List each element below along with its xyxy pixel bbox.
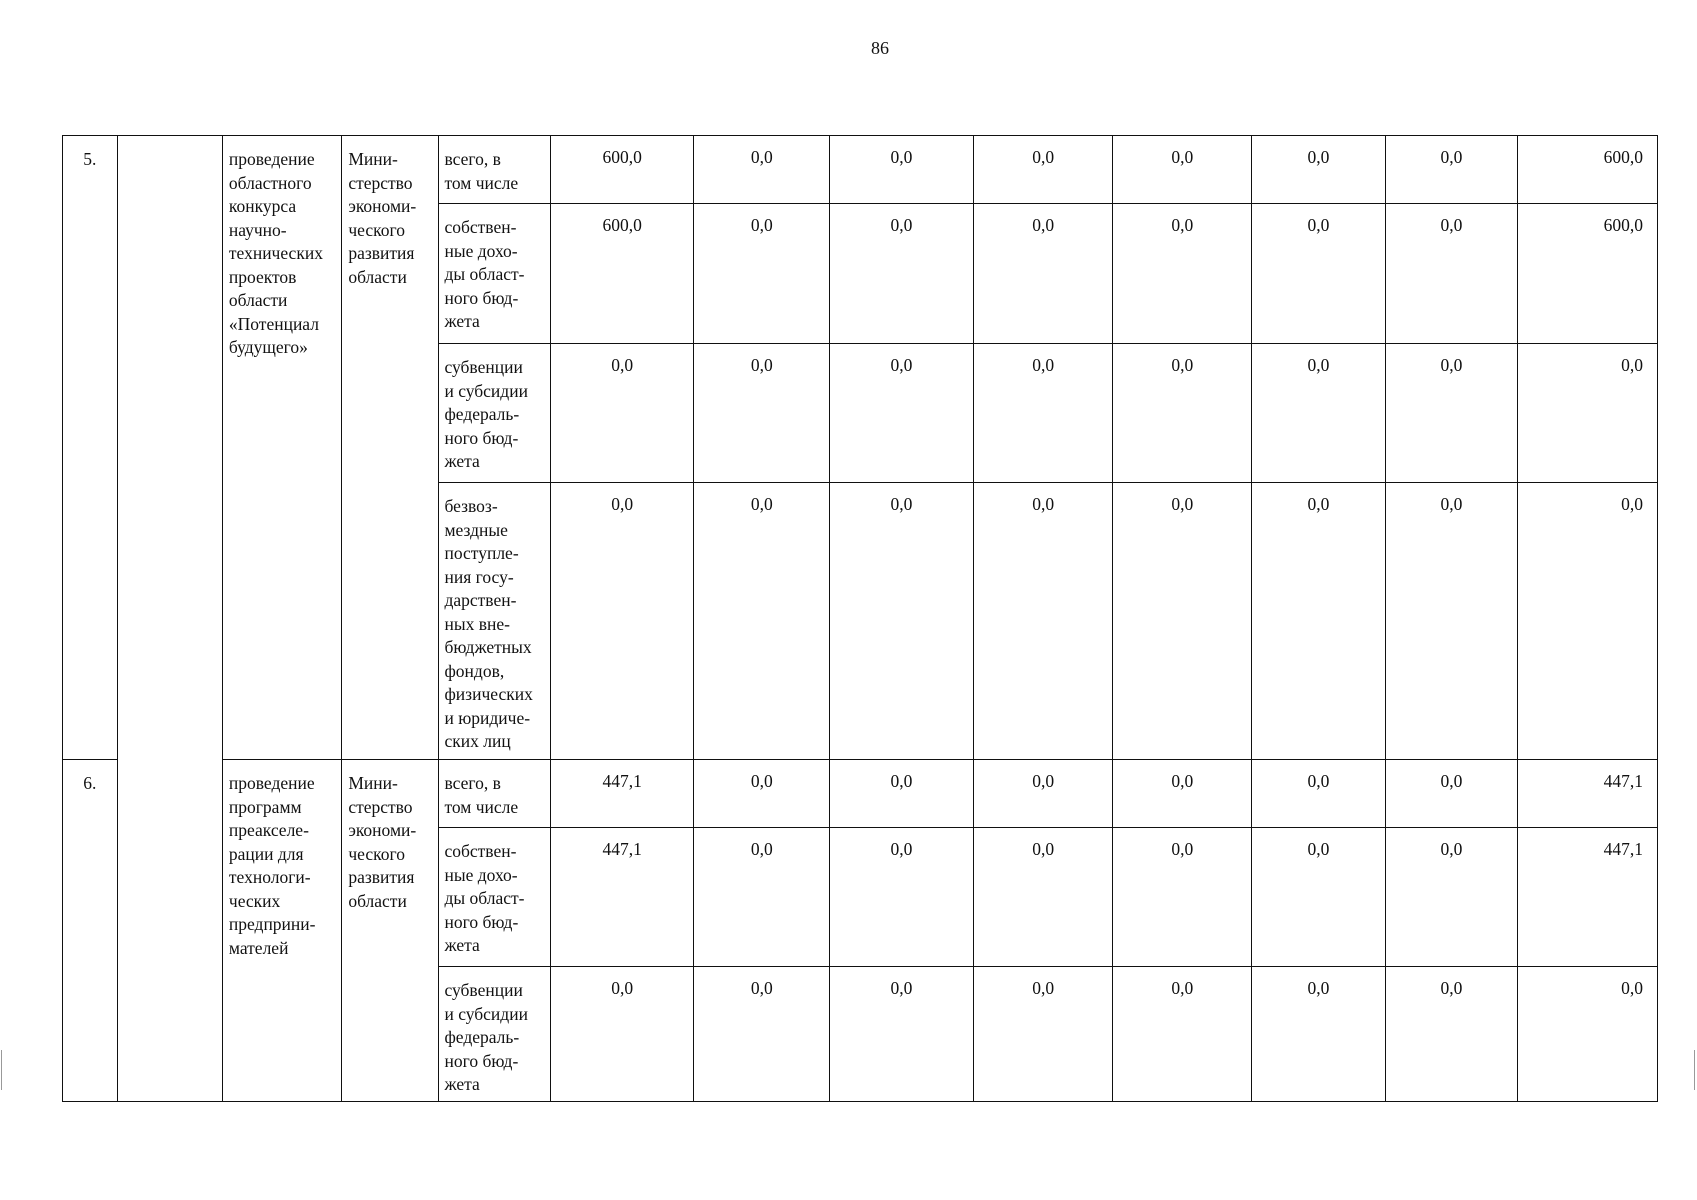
executor-name: Мини- стерство экономи- ческого развития области — [342, 760, 439, 1102]
total-cell: 0,0 — [1518, 344, 1658, 483]
table-row — [63, 136, 1658, 204]
amount-cell: 0,0 — [694, 967, 830, 1102]
amount-cell: 0,0 — [1252, 204, 1386, 344]
row-number: 6. — [63, 760, 118, 1102]
amount-cell: 0,0 — [1252, 344, 1386, 483]
funding-source-label: субвенции и субсидии федераль- ного бюд- жета — [439, 967, 550, 1102]
amount-cell: 0,0 — [694, 136, 830, 204]
row-number: 5. — [63, 136, 118, 760]
executor-name: Мини- стерство экономи- ческого развития области — [342, 136, 439, 760]
amount-cell: 0,0 — [1252, 483, 1386, 760]
funding-source-label: всего, в том числе — [439, 136, 550, 204]
funding-source-label: субвенции и субсидии федераль- ного бюд- жета — [439, 344, 550, 483]
funding-source-label: безвоз- мездные поступле- ния госу- дарствен- ных вне- бюджетных фондов, физических и юридиче- ских лиц — [439, 483, 550, 760]
amount-cell: 0,0 — [1385, 483, 1518, 760]
page-number: 86 — [871, 38, 889, 58]
amount-cell: 0,0 — [973, 136, 1113, 204]
amount-cell: 600,0 — [550, 204, 694, 344]
amount-cell: 0,0 — [830, 344, 974, 483]
total-cell: 0,0 — [1518, 483, 1658, 760]
measure-name: проведение программ преакселе- рации для технологи- ческих предприни- мателей — [222, 760, 341, 1102]
amount-cell: 0,0 — [550, 344, 694, 483]
amount-cell: 0,0 — [1252, 136, 1386, 204]
amount-cell: 0,0 — [830, 760, 974, 828]
budget-table — [62, 135, 1658, 1102]
amount-cell: 0,0 — [550, 967, 694, 1102]
amount-cell: 447,1 — [550, 828, 694, 967]
amount-cell: 0,0 — [550, 483, 694, 760]
amount-cell: 0,0 — [694, 760, 830, 828]
amount-cell: 0,0 — [1385, 136, 1518, 204]
amount-cell: 0,0 — [1252, 760, 1386, 828]
total-cell: 0,0 — [1518, 967, 1658, 1102]
amount-cell: 600,0 — [550, 136, 694, 204]
amount-cell: 0,0 — [1113, 967, 1252, 1102]
total-cell: 600,0 — [1518, 136, 1658, 204]
table-row — [63, 760, 1658, 828]
funding-source-label: собствен- ные дохо- ды област- ного бюд- жета — [439, 828, 550, 967]
amount-cell: 0,0 — [830, 967, 974, 1102]
amount-cell: 0,0 — [830, 828, 974, 967]
amount-cell: 0,0 — [694, 344, 830, 483]
amount-cell: 0,0 — [1385, 344, 1518, 483]
amount-cell: 0,0 — [1113, 136, 1252, 204]
funding-source-label: всего, в том числе — [439, 760, 550, 828]
amount-cell: 0,0 — [1252, 967, 1386, 1102]
amount-cell: 0,0 — [1113, 828, 1252, 967]
amount-cell: 0,0 — [973, 344, 1113, 483]
amount-cell: 0,0 — [830, 204, 974, 344]
funding-source-label: собствен- ные дохо- ды област- ного бюд- жета — [439, 204, 550, 344]
amount-cell: 0,0 — [694, 483, 830, 760]
amount-cell: 0,0 — [694, 828, 830, 967]
amount-cell: 0,0 — [1385, 204, 1518, 344]
amount-cell: 0,0 — [1385, 828, 1518, 967]
amount-cell: 447,1 — [550, 760, 694, 828]
amount-cell: 0,0 — [1385, 967, 1518, 1102]
amount-cell: 0,0 — [1385, 760, 1518, 828]
amount-cell: 0,0 — [973, 760, 1113, 828]
total-cell: 447,1 — [1518, 760, 1658, 828]
amount-cell: 0,0 — [973, 967, 1113, 1102]
amount-cell: 0,0 — [1113, 344, 1252, 483]
amount-cell: 0,0 — [1113, 483, 1252, 760]
amount-cell: 0,0 — [973, 828, 1113, 967]
amount-cell: 0,0 — [830, 136, 974, 204]
amount-cell: 0,0 — [694, 204, 830, 344]
scan-edge-mark — [1694, 1050, 1695, 1090]
amount-cell: 0,0 — [973, 204, 1113, 344]
amount-cell: 0,0 — [973, 483, 1113, 760]
total-cell: 600,0 — [1518, 204, 1658, 344]
measure-name: проведение областного конкурса научно- технических проектов области «Потенциал будущего» — [222, 136, 341, 760]
total-cell: 447,1 — [1518, 828, 1658, 967]
scan-edge-mark — [1, 1050, 2, 1090]
amount-cell: 0,0 — [1113, 204, 1252, 344]
amount-cell: 0,0 — [1113, 760, 1252, 828]
amount-cell: 0,0 — [830, 483, 974, 760]
amount-cell: 0,0 — [1252, 828, 1386, 967]
empty-program-cell — [117, 136, 222, 1102]
